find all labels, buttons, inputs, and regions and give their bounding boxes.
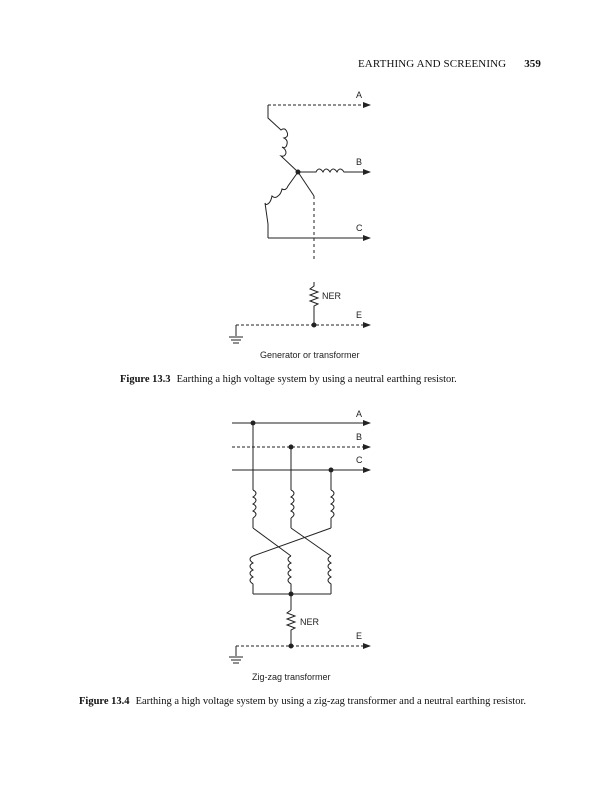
fig2-label-c: C [356,455,363,465]
fig1-subtitle: Generator or transformer [260,350,360,360]
figure-13-3-text: Earthing a high voltage system by using a neutral earthing resistor. [176,374,457,385]
neutral-link-1 [298,172,314,196]
fig1-label-c: C [356,223,363,233]
cross-a-to-b [253,528,291,556]
figure-13-4-number: Figure 13.4 [79,696,130,707]
figure-13-3-caption [120,374,457,385]
earth-symbol-icon [229,337,243,343]
figure-13-3-number: Figure 13.3 [120,374,171,385]
fig2-label-ner: NER [300,617,320,627]
page-number: 359 [524,58,541,70]
fig2-label-e: E [356,631,363,641]
upper-coil-a [253,490,256,518]
figure-13-3-diagram [229,105,370,343]
fig1-label-a: A [356,90,363,100]
figure-13-4-caption [79,696,526,707]
lower-coil-a [250,556,253,594]
winding-c-coil [265,172,298,238]
fig1-label-b: B [356,157,363,167]
winding-a-coil [268,105,298,172]
fig1-label-ner: NER [322,291,342,301]
fig2-subtitle: Zig-zag transformer [252,672,331,682]
fig1-label-e: E [356,310,363,320]
winding-b-coil [298,169,370,172]
fig2-label-a: A [356,409,363,419]
ner-resistor-1 [310,282,318,312]
lower-coil-c [328,556,331,594]
lower-coil-b [288,556,291,594]
earth-symbol-icon [229,657,243,663]
figure-13-4-text: Earthing a high voltage system by using a zig-zag transformer and a neutral earthing resistor. [135,696,526,707]
cross-c-to-a [253,528,331,556]
ner-resistor-2 [287,610,295,634]
upper-coil-b [291,490,294,518]
upper-coil-c [331,490,334,518]
fig2-label-b: B [356,432,363,442]
cross-b-to-c [291,528,331,556]
running-head-title: EARTHING AND SCREENING [357,58,507,70]
